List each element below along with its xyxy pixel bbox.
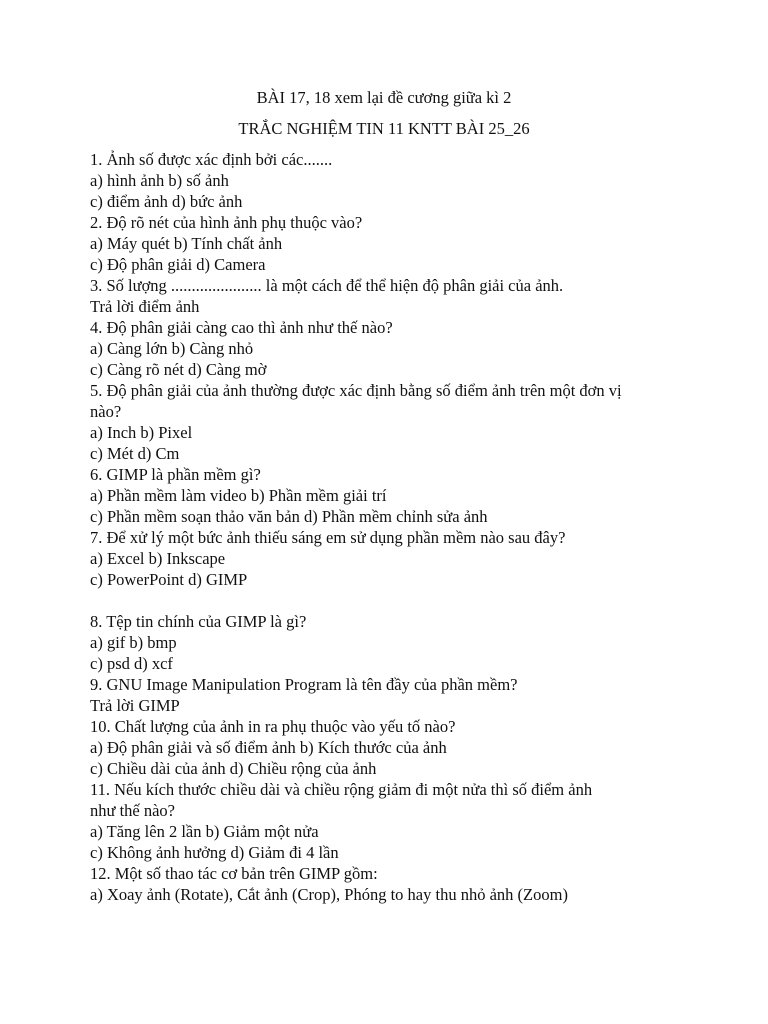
question-list — [90, 149, 690, 905]
text-line: a) Inch b) Pixel — [90, 423, 193, 442]
text-line: c) psd d) xcf — [90, 654, 173, 673]
text-line: Trả lời điểm ảnh — [90, 297, 200, 316]
text-line: c) điểm ảnh d) bức ảnh — [90, 192, 243, 211]
text-line: c) Chiều dài của ảnh d) Chiều rộng của ảnh — [90, 759, 377, 778]
text-line: 5. Độ phân giải của ảnh thường được xác định bằng số điểm ảnh trên một đơn vị — [90, 381, 622, 400]
text-line: 4. Độ phân giải càng cao thì ảnh như thế nào? — [90, 318, 393, 337]
text-line: Trả lời GIMP — [90, 696, 180, 715]
text-line: 10. Chất lượng của ảnh in ra phụ thuộc vào yếu tố nào? — [90, 717, 456, 736]
text-line: 6. GIMP là phần mềm gì? — [90, 465, 261, 484]
document-subtitle: TRẮC NGHIỆM TIN 11 KNTT BÀI 25_26 — [238, 119, 530, 138]
text-line: a) Phần mềm làm video b) Phần mềm giải trí — [90, 486, 387, 505]
text-line: như thế nào? — [90, 801, 175, 820]
text-line: c) Độ phân giải d) Camera — [90, 255, 266, 274]
text-line: a) Tăng lên 2 lần b) Giảm một nửa — [90, 822, 319, 841]
text-line: a) Máy quét b) Tính chất ảnh — [90, 234, 283, 253]
text-line: c) Không ảnh hưởng d) Giảm đi 4 lần — [90, 843, 339, 862]
text-line: 11. Nếu kích thước chiều dài và chiều rộng giảm đi một nửa thì số điểm ảnh — [90, 780, 593, 799]
text-line: a) Càng lớn b) Càng nhỏ — [90, 339, 254, 358]
text-line: a) Xoay ảnh (Rotate), Cắt ảnh (Crop), Phóng to hay thu nhỏ ảnh (Zoom) — [90, 885, 568, 904]
text-line: 3. Số lượng ...................... là một cách để thể hiện độ phân giải của ảnh. — [90, 276, 564, 295]
text-line: c) Mét d) Cm — [90, 444, 180, 463]
text-line: a) hình ảnh b) số ảnh — [90, 171, 229, 190]
text-line: a) gif b) bmp — [90, 633, 177, 652]
text-line: nào? — [90, 402, 122, 421]
text-line: 1. Ảnh số được xác định bởi các....... — [90, 150, 333, 169]
text-line: c) Phần mềm soạn thảo văn bản d) Phần mềm chỉnh sửa ảnh — [90, 507, 488, 526]
text-line: c) Càng rõ nét d) Càng mờ — [90, 360, 267, 379]
document-title: BÀI 17, 18 xem lại đề cương giữa kì 2 — [256, 88, 512, 107]
text-line: 9. GNU Image Manipulation Program là tên đầy của phần mềm? — [90, 675, 518, 694]
text-line: 12. Một số thao tác cơ bản trên GIMP gồm: — [90, 864, 378, 883]
text-line: a) Excel b) Inkscape — [90, 549, 226, 568]
text-line: a) Độ phân giải và số điểm ảnh b) Kích thước của ảnh — [90, 738, 447, 757]
text-line: 2. Độ rõ nét của hình ảnh phụ thuộc vào? — [90, 213, 363, 232]
text-line: c) PowerPoint d) GIMP — [90, 570, 248, 589]
blank-line — [90, 590, 690, 611]
text-line: 7. Để xử lý một bức ảnh thiếu sáng em sử dụng phần mềm nào sau đây? — [90, 528, 566, 547]
text-line: 8. Tệp tin chính của GIMP là gì? — [90, 612, 307, 631]
